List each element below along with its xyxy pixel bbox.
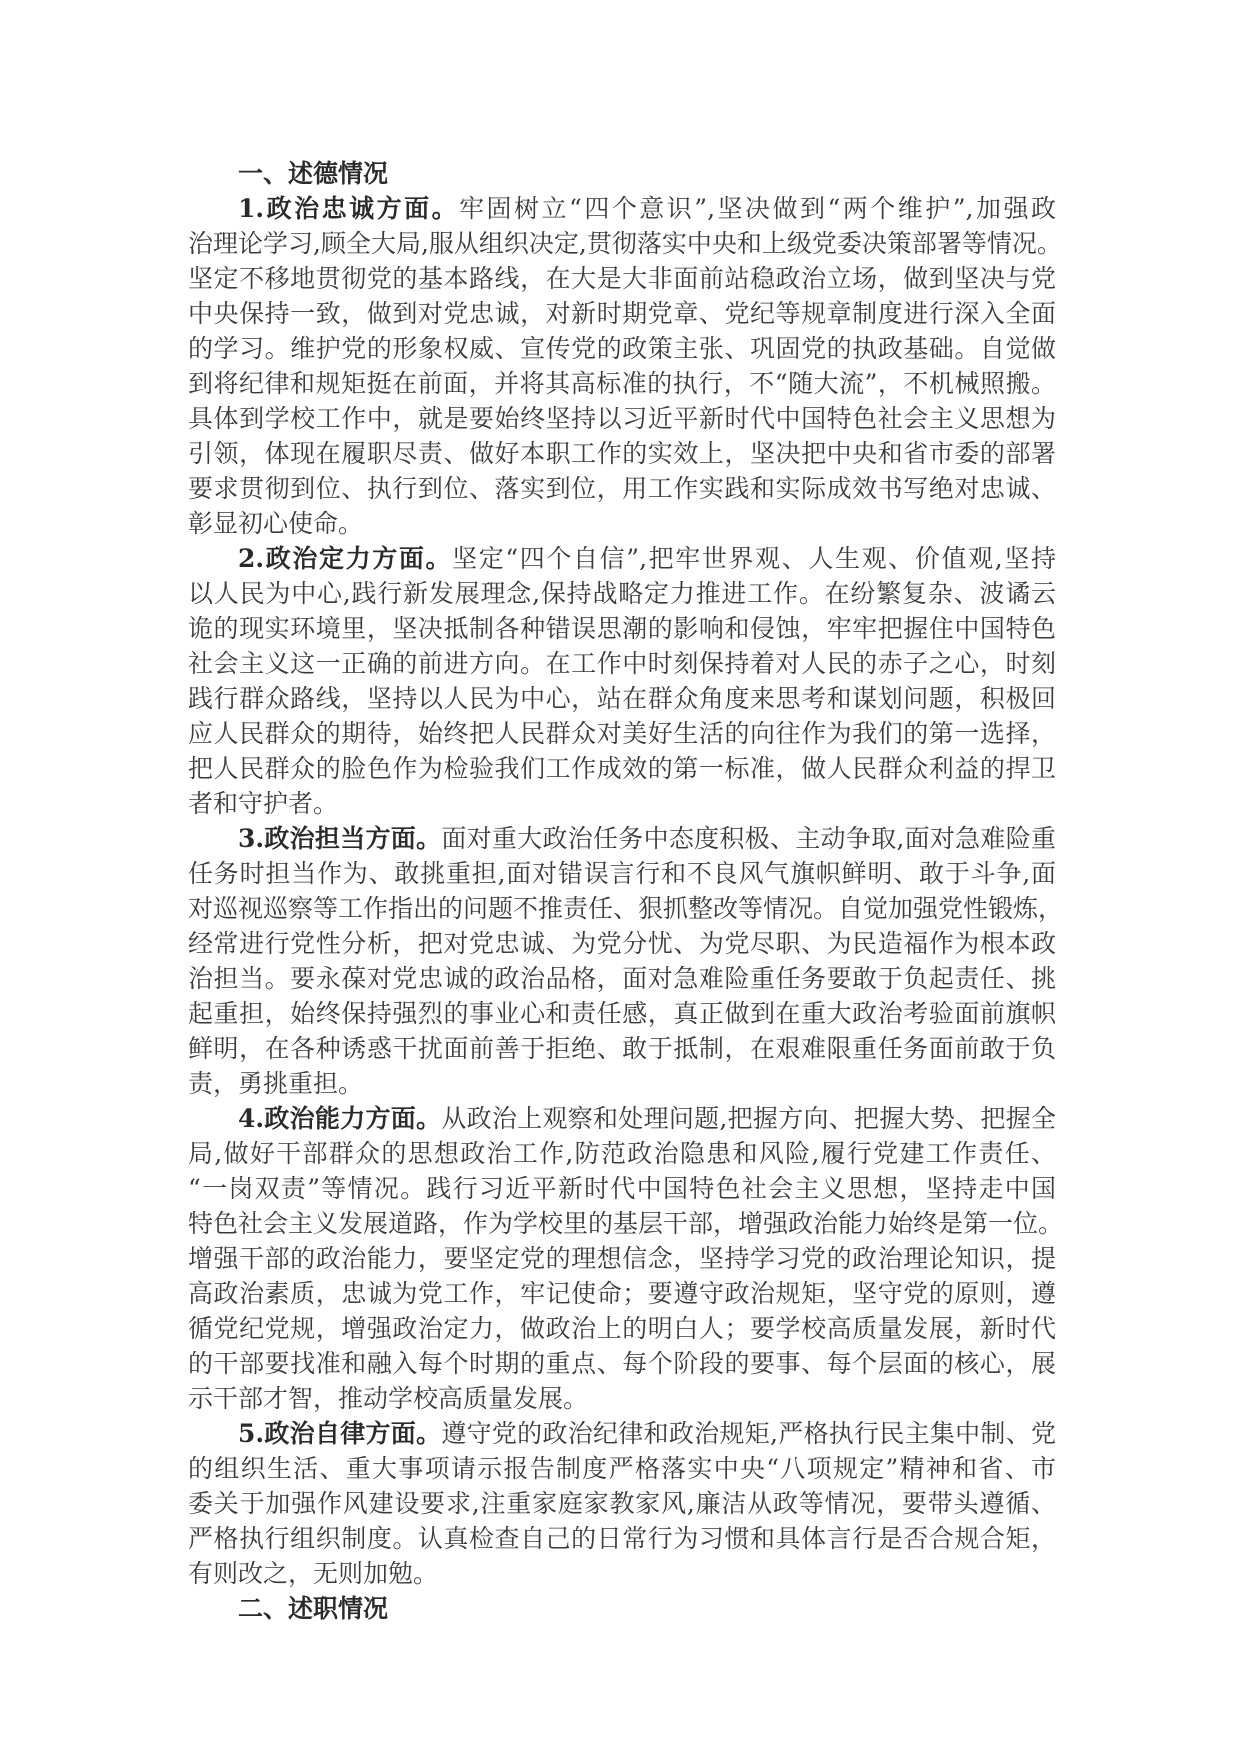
paragraph-line (188, 1206, 1064, 1241)
line-text: 的干部要找准和融入每个时期的重点、每个阶段的要事、每个层面的核心，展 (188, 1349, 1056, 1378)
line-text: 治理论学习,顾全大局,服从组织决定,贯彻落实中央和上级党委决策部署等情况。 (188, 229, 1062, 258)
paragraph-line (188, 1066, 1056, 1101)
paragraph-line (188, 1346, 1056, 1381)
line-text: 牢固树立“四个意识”,坚决做到“两个维护”,加强政 (459, 194, 1056, 223)
paragraph-line (188, 1311, 1056, 1346)
paragraph-line (188, 401, 1056, 436)
paragraph-lead: 4.政治能力方面。 (238, 1104, 442, 1133)
paragraph-line (188, 1486, 1056, 1521)
line-text: 遵守党的政治纪律和政治规矩,严格执行民主集中制、党 (441, 1419, 1056, 1448)
line-text: 高政治素质，忠诚为党工作，牢记使命；要遵守政治规矩，坚守党的原则，遵 (188, 1279, 1056, 1308)
line-text: 对巡视巡察等工作指出的问题不推责任、狠抓整改等情况。自觉加强党性锻炼， (188, 894, 1064, 923)
line-text: 循党纪党规，增强政治定力，做政治上的明白人；要学校高质量发展，新时代 (188, 1314, 1056, 1343)
paragraph-line (188, 751, 1056, 786)
paragraph-line (188, 926, 1056, 961)
paragraph-line (188, 891, 1064, 926)
line-text: 从政治上观察和处理问题,把握方向、把握大势、把握全 (441, 1104, 1056, 1133)
paragraph-line (188, 996, 1056, 1031)
line-text: 以人民为中心,践行新发展理念,保持战略定力推进工作。在纷繁复杂、波谲云 (188, 579, 1056, 608)
line-text: 具体到学校工作中，就是要始终坚持以习近平新时代中国特色社会主义思想为 (188, 404, 1056, 433)
line-text: 特色社会主义发展道路，作为学校里的基层干部，增强政治能力始终是第一位。 (188, 1209, 1064, 1238)
section-heading-1: 一、述德情况 (238, 159, 389, 188)
paragraph-line (188, 191, 1056, 226)
paragraph-line (188, 681, 1056, 716)
paragraph-line (188, 716, 1056, 751)
section-heading-2: 二、述职情况 (238, 1594, 389, 1623)
line-text: 到将纪律和规矩挺在前面，并将其高标准的执行，不“随大流”，不机械照搬。 (188, 369, 1056, 398)
paragraph-line (188, 471, 1056, 506)
paragraph-line (188, 506, 1056, 541)
paragraph-line (188, 436, 1056, 471)
line-text: 鲜明，在各种诱惑干扰面前善于拒绝、敢于抵制，在艰难限重任务面前敢于负 (188, 1034, 1056, 1063)
line-text: 有则改之，无则加勉。 (188, 1559, 439, 1588)
line-text: 引领，体现在履职尽责、做好本职工作的实效上，坚决把中央和省市委的部署 (188, 439, 1056, 468)
line-text: 治担当。要永葆对党忠诚的政治品格，面对急难险重任务要敢于负起责任、挑 (188, 964, 1056, 993)
line-text: “一岗双责”等情况。践行习近平新时代中国特色社会主义思想，坚持走中国 (188, 1174, 1056, 1203)
line-text: 者和守护者。 (188, 789, 339, 818)
paragraph (188, 821, 1064, 1101)
paragraph-line (188, 1521, 1056, 1556)
paragraph-line (188, 1276, 1056, 1311)
line-text: 诡的现实环境里，坚决抵制各种错误思潮的影响和侵蚀，牢牢把握住中国特色 (188, 614, 1056, 643)
line-text: 应人民群众的期待，始终把人民群众对美好生活的向往作为我们的第一选择， (188, 719, 1056, 748)
line-text: 增强干部的政治能力，要坚定党的理想信念，坚持学习党的政治理论知识，提 (188, 1244, 1056, 1273)
paragraph-line (188, 786, 1056, 821)
paragraph-line (188, 1241, 1056, 1276)
document-body (188, 156, 1064, 1626)
paragraph-line (188, 961, 1056, 996)
paragraph-line (188, 1416, 1056, 1451)
line-text: 的组织生活、重大事项请示报告制度严格落实中央“八项规定”精神和省、市 (188, 1454, 1056, 1483)
paragraph-lead: 3.政治担当方面。 (238, 824, 442, 853)
paragraph-line (188, 576, 1056, 611)
paragraph-line (188, 821, 1056, 856)
paragraph (188, 1101, 1064, 1416)
paragraph-lead: 2.政治定力方面。 (238, 544, 453, 573)
paragraph-line (188, 541, 1056, 576)
paragraph-line (188, 226, 1062, 261)
paragraph-line (188, 611, 1056, 646)
paragraph-line (188, 1556, 1056, 1591)
line-text: 彰显初心使命。 (188, 509, 364, 538)
paragraph-line (188, 1171, 1056, 1206)
line-text: 示干部才智，推动学校高质量发展。 (188, 1384, 589, 1413)
paragraph-line (188, 1031, 1056, 1066)
line-text: 局,做好干部群众的思想政治工作,防范政治隐患和风险,履行党建工作责任、 (188, 1139, 1056, 1168)
line-text: 委关于加强作风建设要求,注重家庭家教家风,廉洁从政等情况，要带头遵循、 (188, 1489, 1056, 1518)
paragraph-line (188, 261, 1056, 296)
line-text: 责，勇挑重担。 (188, 1069, 364, 1098)
line-text: 中央保持一致，做到对党忠诚，对新时期党章、党纪等规章制度进行深入全面 (188, 299, 1056, 328)
paragraph-line (188, 296, 1056, 331)
line-text: 践行群众路线，坚持以人民为中心，站在群众角度来思考和谋划问题，积极回 (188, 684, 1056, 713)
paragraph-line (188, 1136, 1056, 1171)
paragraph-line (188, 331, 1056, 366)
line-text: 经常进行党性分析，把对党忠诚、为党分忧、为党尽职、为民造福作为根本政 (188, 929, 1056, 958)
paragraph-line (188, 856, 1056, 891)
line-text: 坚定“四个自信”,把牢世界观、人生观、价值观,坚持 (452, 544, 1056, 573)
paragraph-lead: 1.政治忠诚方面。 (238, 194, 460, 223)
paragraph (188, 191, 1062, 541)
line-text: 任务时担当作为、敢挑重担,面对错误言行和不良风气旗帜鲜明、敢于斗争,面 (188, 859, 1056, 888)
paragraph (188, 1416, 1056, 1591)
paragraph-lead: 5.政治自律方面。 (238, 1419, 442, 1448)
line-text: 的学习。维护党的形象权威、宣传党的政策主张、巩固党的执政基础。自觉做 (188, 334, 1056, 363)
paragraph-line (188, 1381, 1056, 1416)
line-text: 要求贯彻到位、执行到位、落实到位，用工作实践和实际成效书写绝对忠诚、 (188, 474, 1056, 503)
line-text: 严格执行组织制度。认真检查自己的日常行为习惯和具体言行是否合规合矩， (188, 1524, 1056, 1553)
paragraph (188, 541, 1056, 821)
paragraph-line (188, 1451, 1056, 1486)
line-text: 起重担，始终保持强烈的事业心和责任感，真正做到在重大政治考验面前旗帜 (188, 999, 1056, 1028)
line-text: 坚定不移地贯彻党的基本路线，在大是大非面前站稳政治立场，做到坚决与党 (188, 264, 1056, 293)
paragraph-line (188, 646, 1056, 681)
paragraph-line (188, 1101, 1056, 1136)
paragraph-line (188, 366, 1056, 401)
line-text: 面对重大政治任务中态度积极、主动争取,面对急难险重 (441, 824, 1056, 853)
paragraphs (188, 191, 1064, 1591)
line-text: 把人民群众的脸色作为检验我们工作成效的第一标准，做人民群众利益的捍卫 (188, 754, 1056, 783)
line-text: 社会主义这一正确的前进方向。在工作中时刻保持着对人民的赤子之心，时刻 (188, 649, 1056, 678)
